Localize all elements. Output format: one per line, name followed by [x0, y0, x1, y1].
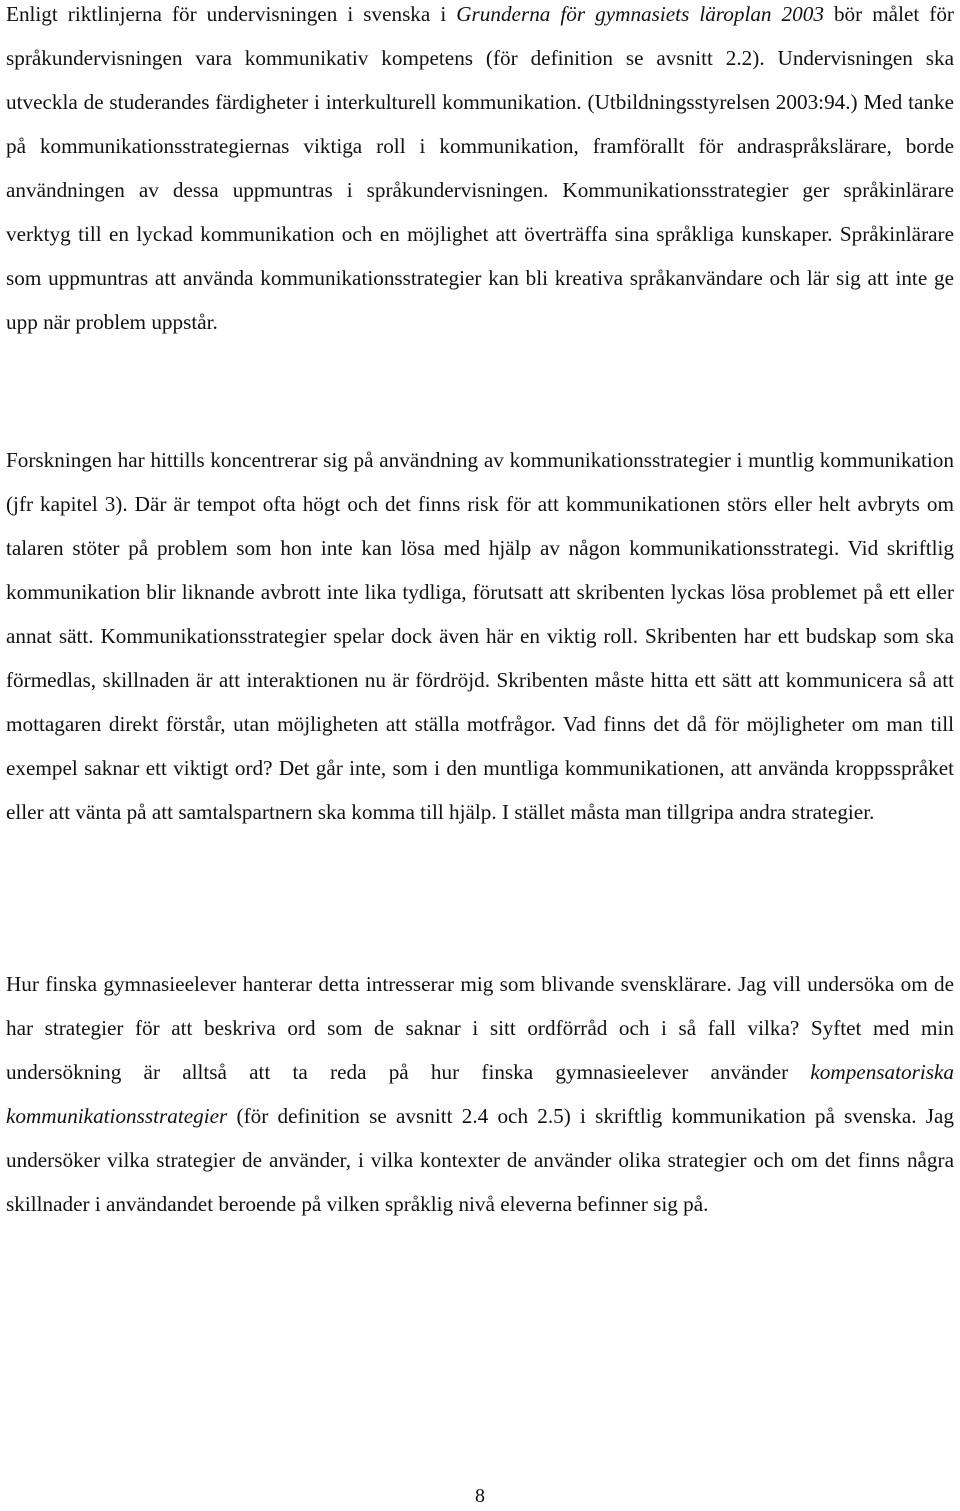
- paragraph-3: [6, 962, 954, 1226]
- paragraph-3-text-b: (för definition se avsnitt 2.4 och 2.5) i skriftlig kommunikation på svenska. Jag undersöker vilka strategier de använder, i vilka kontexter de använder olika strategier och om det finns några skillnader i användandet beroende på vilken språklig nivå eleverna befinner sig på.: [6, 1104, 954, 1216]
- page-number: 8: [475, 1485, 485, 1507]
- paragraph-3-italic-term: kompensatoriska kommunikationsstrategier: [6, 1060, 954, 1128]
- paragraph-1-italic-title: Grunderna för gymnasiets läroplan 2003: [456, 2, 824, 26]
- paragraph-2-text: Forskningen har hittills koncentrerar sig på användning av kommunikationsstrategier i muntlig kommunikation (jfr kapitel 3). Där är tempot ofta högt och det finns risk för att kommunikationen störs eller helt avbryts om talaren stöter på problem som hon inte kan lösa med hjälp av någon kommunikationsstrategi. Vid skriftlig kommunikation blir liknande avbrott inte lika tydliga, förutsatt att skribenten lyckas lösa problemet på ett eller annat sätt. Kommunikationsstrategier spelar dock även här en viktig roll. Skribenten har ett budskap som ska förmedlas, skillnaden är att interaktionen nu är fördröjd. Skribenten måste hitta ett sätt att kommunicera så att mottagaren direkt förstår, utan möjligheten att ställa motfrågor. Vad finns det då för möjligheter om man till exempel saknar ett viktigt ord? Det går inte, som i den muntliga kommunikationen, att använda kroppsspråket eller att vänta på att samtalspartnern ska komma till hjälp. I stället måsta man tillgripa andra strategier.: [6, 448, 954, 824]
- paragraph-1-text-b: bör målet för språkundervisningen vara kommunikativ kompetens (för definition se avsnitt 2.2). Undervisningen ska utveckla de studerandes färdigheter i interkulturell kommunikation. (Utbildningsstyrelsen 2003:94.) Med tanke på kommunikationsstrategiernas viktiga roll i kommunikation, framförallt för andraspråkslärare, borde användningen av dessa uppmuntras i språkundervisningen. Kommunikationsstrategier ger språkinlärare verktyg till en lyckad kommunikation och en möjlighet att överträffa sina språkliga kunskaper. Språkinlärare som uppmuntras att använda kommunikationsstrategier kan bli kreativa språkanvändare och lär sig att inte ge upp när problem uppstår.: [6, 2, 954, 334]
- paragraph-1: [6, 0, 954, 344]
- paragraph-2: [6, 438, 954, 834]
- paragraph-1-text-a: Enligt riktlinjerna för undervisningen i svenska i: [6, 2, 457, 26]
- paragraph-3-text-a: Hur finska gymnasieelever hanterar detta intresserar mig som blivande svensklärare. Jag vill undersöka om de har strategier för att beskriva ord som de saknar i sitt ordförråd och i så fall vilka? Syftet med min undersökning är alltså att ta reda på hur finska gymnasieelever använder: [6, 972, 954, 1084]
